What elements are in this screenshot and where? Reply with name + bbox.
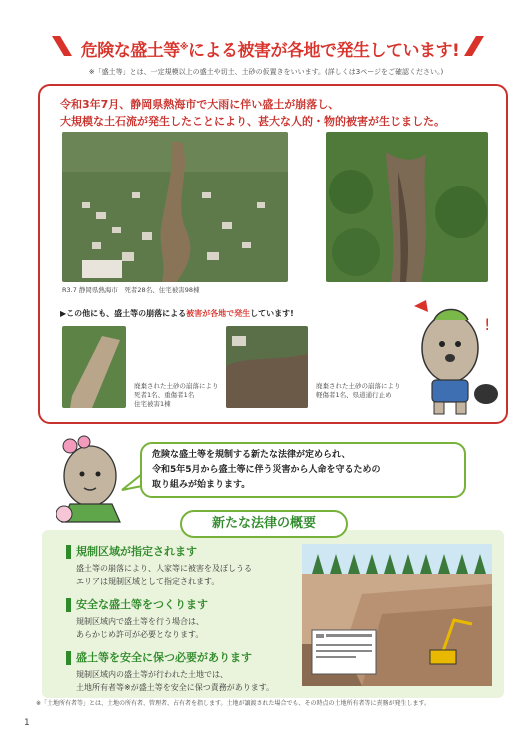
page-number: 1	[24, 718, 30, 728]
slash-accent-left	[50, 34, 74, 58]
other-incidents-line: ▶この他にも、盛土等の崩落による被害が各地で発生しています!	[60, 309, 294, 318]
item3-bar	[66, 651, 71, 665]
case2-caption: 廃棄された土砂の崩落により 軽傷者1名、県道通行止め	[316, 382, 401, 399]
item2-title: 安全な盛土等をつくります	[76, 598, 208, 611]
page-title: 危険な盛土等※による被害が各地で発生しています!	[80, 41, 460, 61]
announcement-text: 危険な盛土等を規制する新たな法律が定められ、 令和5年5月から盛土等に伴う災害から人命を守るための 取り組みが始まります。	[152, 450, 381, 490]
page-header	[0, 30, 532, 68]
item3-text: 規制区域内の盛土等が行われた土地では、 土地所有者等※が盛土等を安全に保つ責務があります。	[76, 670, 275, 692]
definition-note: ※「盛土等」とは、一定規模以上の盛土や切土、土砂の仮置きをいいます。(詳しくは3ページをご確認ください。)	[88, 68, 444, 76]
item2-text: 規制区域内で盛土等を行う場合は、 あらかじめ許可が必要となります。	[76, 617, 204, 639]
case1-caption: 廃棄された土砂の崩落により 死者1名、重傷者1名 住宅被害1棟	[134, 382, 219, 408]
landowner-footnote: ※「土地所有者等」とは、土地の所有者、管理者、占有者を指します。土地が譲渡された場合でも、その時点の土地所有者等に責務が発生します。	[36, 700, 431, 707]
incident-headline: 令和3年7月、静岡県熱海市で大雨に伴い盛土が崩落し、 大規模な土石流が発生したことにより、甚大な人的・物的被害が生じました。	[60, 98, 445, 128]
item1-title: 規制区域が指定されます	[76, 545, 197, 558]
item3-title: 盛土等を安全に保つ必要があります	[76, 651, 252, 664]
construction-site-illustration	[302, 544, 492, 686]
case1-photo	[62, 326, 126, 408]
item1-text: 盛土等の崩落により、人家等に被害を及ぼしうる エリアは規制区域として指定されます。	[76, 564, 252, 586]
item1-bar	[66, 545, 71, 559]
slash-accent-right	[462, 34, 486, 58]
worried-mascot-illustration	[404, 296, 504, 418]
landslide-scar-photo	[326, 132, 488, 282]
law-overview-heading: 新たな法律の概要	[180, 510, 348, 538]
item2-bar	[66, 598, 71, 612]
incident-box	[38, 84, 508, 424]
case2-photo	[226, 326, 308, 408]
announcement-bubble	[140, 442, 466, 498]
atami-photo-caption: R3.7 静岡県熱海市 死者28名、住宅被害98棟	[62, 286, 200, 294]
svg-text:!: !	[484, 315, 491, 334]
atami-aerial-photo	[62, 132, 288, 282]
